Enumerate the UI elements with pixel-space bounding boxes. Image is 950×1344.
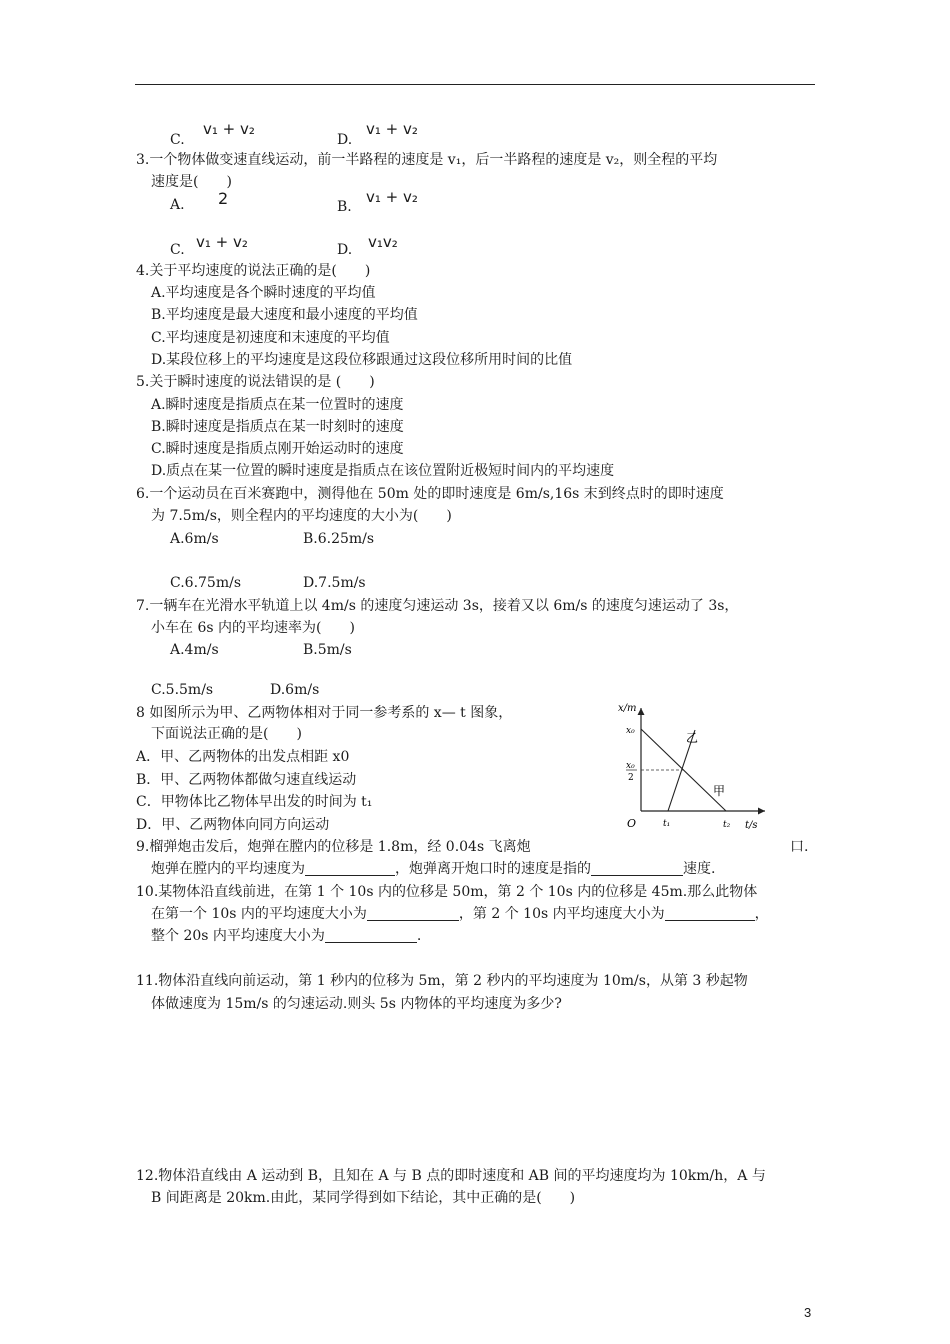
q10-text-c: ，: [754, 906, 769, 922]
q3-option-b-label: B.: [337, 199, 352, 215]
q3-option-b-expr: v₁ + v₂: [366, 188, 418, 206]
q8-line-2: 下面说法正确的是( ): [151, 726, 302, 742]
q8-xt-graph: [600, 698, 775, 836]
q9-line-1: 9.榴弹炮击发后，炮弹在膛内的位移是 1.8m，经 0.04s 飞离炮: [136, 839, 531, 855]
y-tick-half-num: x₀: [626, 761, 635, 771]
q9-text-c: 速度.: [683, 861, 716, 877]
y-tick-x0: x₀: [626, 726, 635, 736]
q10-blank-2[interactable]: [665, 906, 755, 921]
q10-blank-1[interactable]: [367, 906, 459, 921]
q9-blank-2[interactable]: [591, 861, 683, 876]
q7-option-a: A.4m/s: [170, 642, 219, 658]
q2-option-c-label: C.: [170, 132, 185, 148]
q9-text-b: ，炮弹离开炮口时的速度是指的: [395, 861, 591, 877]
q10-line-3: [151, 926, 421, 946]
q10-text-e: .: [416, 928, 422, 944]
x-tick-t2: t₂: [723, 820, 731, 830]
q10-text-a: 在第一个 10s 内的平均速度大小为: [151, 906, 367, 922]
q9-line-2: [151, 859, 715, 879]
label-yi: 乙: [686, 731, 699, 745]
q10-line-1: 10.某物体沿直线前进，在第 1 个 10s 内的位移是 50m，第 2 个 10s 内的位移是 45m.那么此物体: [136, 884, 758, 900]
q4-stem: 4.关于平均速度的说法正确的是( ): [136, 263, 371, 279]
label-jia: 甲: [713, 784, 726, 798]
q6-option-d: D.7.5m/s: [303, 575, 366, 591]
q11-line-1: 11.物体沿直线向前运动，第 1 秒内的位移为 5m，第 2 秒内的平均速度为 10m/s，从第 3 秒起物: [136, 973, 748, 989]
q4-option-d: D.某段位移上的平均速度是这段位移跟通过这段位移所用时间的比值: [151, 352, 573, 368]
q12-line-2: B 间距离是 20km.由此，某同学得到如下结论，其中正确的是( ): [151, 1190, 576, 1206]
q7-line-1: 7.一辆车在光滑水平轨道上以 4m/s 的速度匀速运动 3s，接着又以 6m/s 的速度匀速运动了 3s，: [136, 598, 739, 614]
q6-option-a: A.6m/s: [170, 531, 219, 547]
q3-line-1: 3.一个物体做变速直线运动，前一半路程的速度是 v₁，后一半路程的速度是 v₂，则全程的平均: [136, 152, 718, 168]
x-axis-label: t/s: [745, 820, 758, 831]
q2-option-d-expr: v₁ + v₂: [366, 120, 418, 138]
q8-option-d: D．甲、乙两物体向同方向运动: [136, 817, 330, 833]
q3-option-c-expr: v₁ + v₂: [196, 233, 248, 251]
origin-label: O: [627, 817, 637, 830]
q8-option-c: C．甲物体比乙物体早出发的时间为 t₁: [136, 794, 373, 810]
q3-line-2: 速度是( ): [151, 174, 232, 190]
q3-option-a-label: A.: [170, 197, 185, 213]
q7-option-d: D.6m/s: [270, 682, 320, 698]
q8-option-b: B．甲、乙两物体都做匀速直线运动: [136, 772, 357, 788]
q4-option-a: A.平均速度是各个瞬时速度的平均值: [151, 285, 376, 301]
q5-option-b: B.瞬时速度是指质点在某一时刻时的速度: [151, 419, 404, 435]
q7-option-b: B.5m/s: [303, 642, 352, 658]
q2-option-d-label: D.: [337, 132, 353, 148]
q3-option-a-expr: 2: [218, 189, 229, 208]
q6-line-2: 为 7.5m/s，则全程内的平均速度的大小为( ): [151, 508, 452, 524]
q4-option-c: C.平均速度是初速度和末速度的平均值: [151, 330, 390, 346]
x-tick-t1: t₁: [663, 819, 671, 829]
q9-blank-1[interactable]: [305, 861, 395, 876]
q10-text-d: 整个 20s 内平均速度大小为: [151, 928, 325, 944]
y-axis-label: x/m: [618, 703, 637, 714]
q7-option-c: C.5.5m/s: [151, 682, 214, 698]
q3-option-d-label: D.: [337, 242, 353, 258]
q3-option-c-label: C.: [170, 242, 185, 258]
q3-option-d-expr: v₁v₂: [368, 233, 398, 251]
q9-text-a: 炮弹在膛内的平均速度为: [151, 861, 305, 877]
q5-option-c: C.瞬时速度是指质点刚开始运动时的速度: [151, 441, 404, 457]
header-rule: [135, 84, 815, 85]
q10-blank-3[interactable]: [325, 928, 417, 943]
q8-line-1: 8 如图所示为甲、乙两物体相对于同一参考系的 x— t 图象，: [136, 705, 513, 721]
q2-option-c-expr: v₁ + v₂: [203, 120, 255, 138]
q6-option-b: B.6.25m/s: [303, 531, 375, 547]
q8-option-a: A．甲、乙两物体的出发点相距 x0: [136, 749, 350, 765]
q5-option-d: D.质点在某一位置的瞬时速度是指质点在该位置附近极短时间内的平均速度: [151, 463, 615, 479]
q4-option-b: B.平均速度是最大速度和最小速度的平均值: [151, 307, 418, 323]
q10-line-2: [151, 904, 769, 924]
page-number: 3: [804, 1305, 812, 1320]
q12-line-1: 12.物体沿直线由 A 运动到 B，且知在 A 与 B 点的即时速度和 AB 间的平均速度均为 10km/h，A 与: [136, 1168, 766, 1184]
q10-text-b: ，第 2 个 10s 内平均速度大小为: [458, 906, 665, 922]
q9-line-1-tail: 口.: [790, 839, 809, 855]
q7-line-2: 小车在 6s 内的平均速率为( ): [151, 620, 355, 636]
q6-option-c: C.6.75m/s: [170, 575, 242, 591]
q11-line-2: 体做速度为 15m/s 的匀速运动.则头 5s 内物体的平均速度为多少?: [151, 996, 562, 1012]
y-tick-half-den: 2: [628, 773, 634, 783]
q5-stem: 5.关于瞬时速度的说法错误的是 ( ): [136, 374, 375, 390]
q5-option-a: A.瞬时速度是指质点在某一位置时的速度: [151, 397, 404, 413]
q6-line-1: 6.一个运动员在百米赛跑中，测得他在 50m 处的即时速度是 6m/s,16s 末到终点时的即时速度: [136, 486, 724, 502]
